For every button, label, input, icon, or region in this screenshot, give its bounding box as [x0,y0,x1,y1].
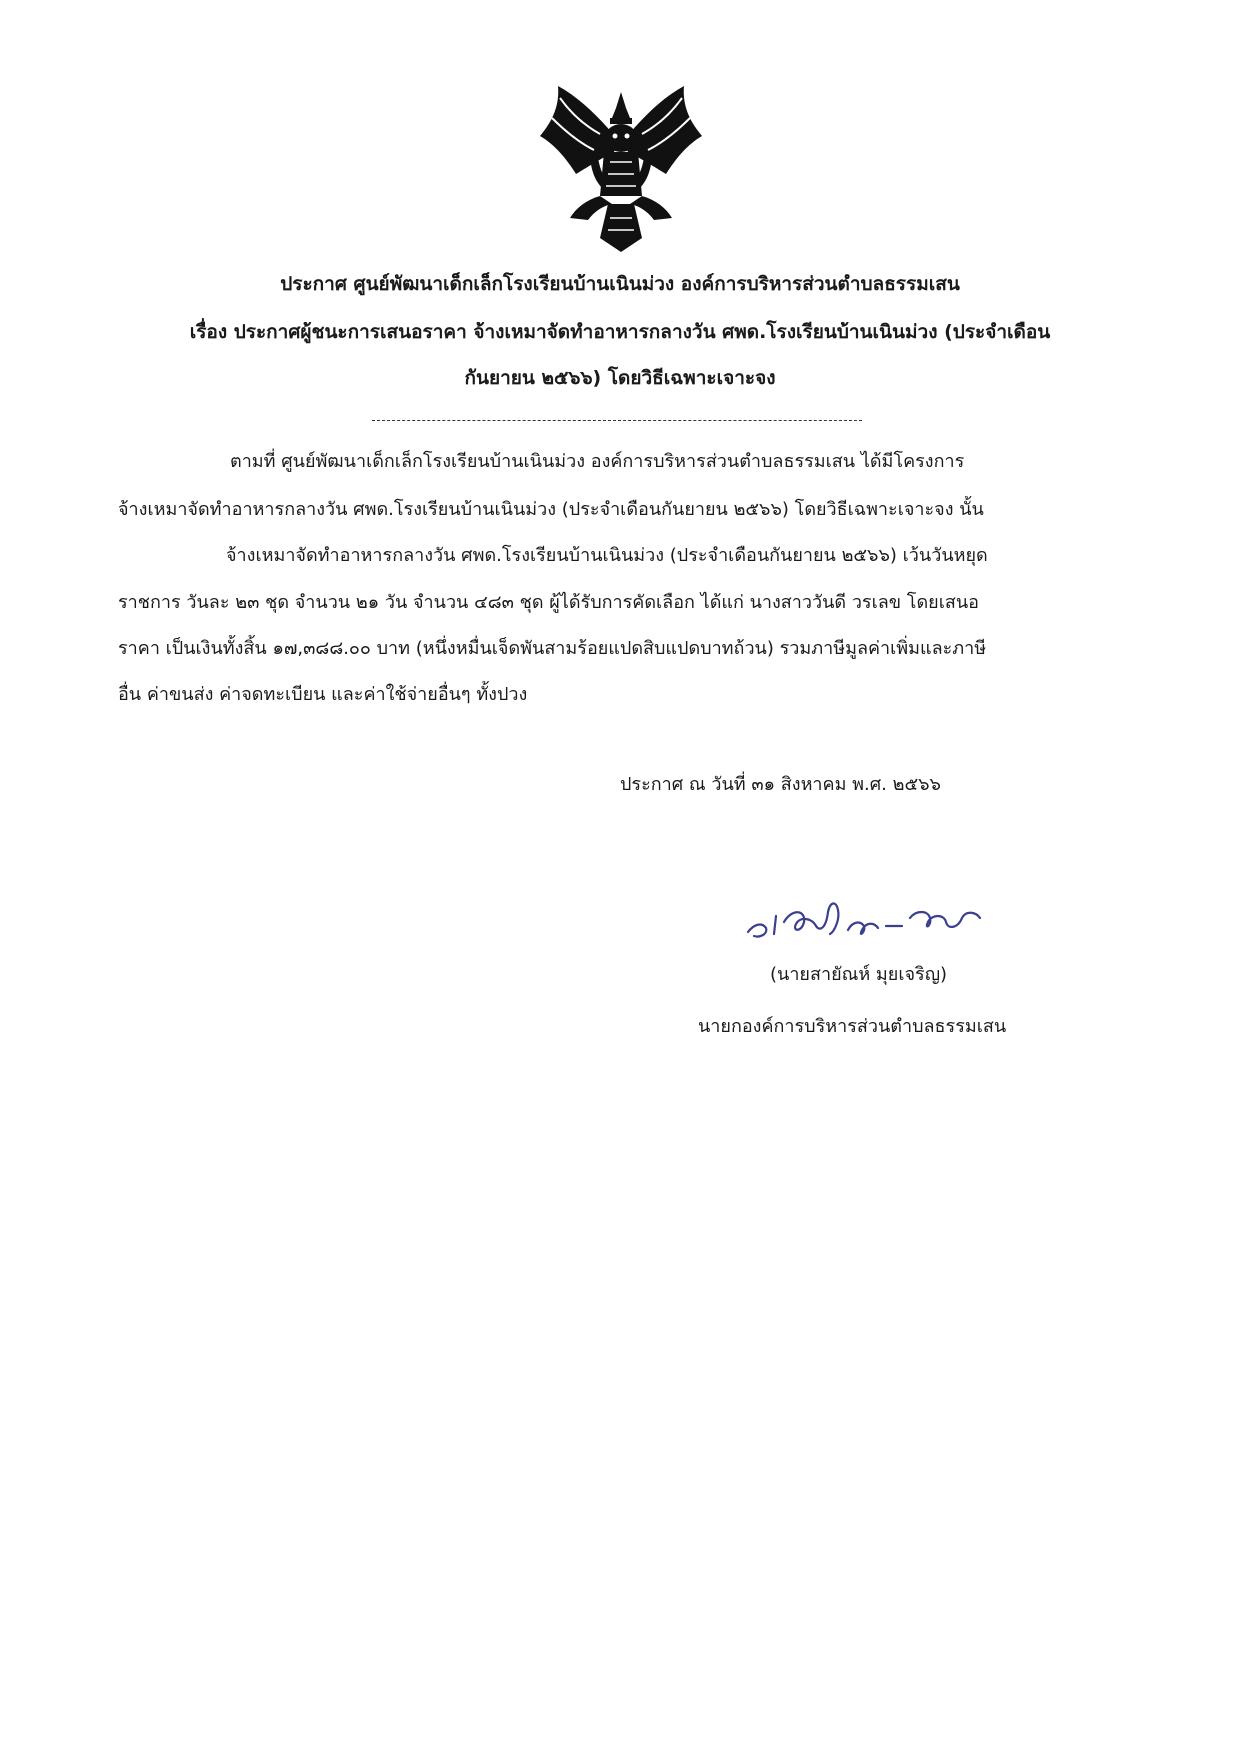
announcement-heading-line-1: ประกาศ ศูนย์พัฒนาเด็กเล็กโรงเรียนบ้านเนินม่วง องค์การบริหารส่วนตำบลธรรมเสน [280,273,960,295]
body-paragraph-2-line-2: ราชการ วันละ ๒๓ ชุด จำนวน ๒๑ วัน จำนวน ๔๘๓ ชุด ผู้ได้รับการคัดเลือก ได้แก่ นางสาววันดี วรเลข โดยเสนอ [118,592,979,613]
garuda-emblem-icon [530,78,712,258]
announcement-date: ประกาศ ณ วันที่ ๓๑ สิงหาคม พ.ศ. ๒๕๖๖ [620,774,941,795]
signer-name: (นายสายัณห์ มุยเจริญ) [770,964,948,985]
handwritten-signature [740,888,990,948]
body-paragraph-2-line-3: ราคา เป็นเงินทั้งสิ้น ๑๗,๓๘๘.๐๐ บาท (หนึ่งหมื่นเจ็ดพันสามร้อยแปดสิบแปดบาทถ้วน) รวมภาษีมูลค่าเพิ่มและภาษี [118,638,987,659]
announcement-subject-line-1: เรื่อง ประกาศผู้ชนะการเสนอราคา จ้างเหมาจัดทำอาหารกลางวัน ศพด.โรงเรียนบ้านเนินม่วง (ประจำเดือน [189,321,1051,343]
body-paragraph-1-line-1: ตามที่ ศูนย์พัฒนาเด็กเล็กโรงเรียนบ้านเนินม่วง องค์การบริหารส่วนตำบลธรรมเสน ได้มีโครงการ [230,451,965,472]
announcement-subject-line-2: กันยายน ๒๕๖๖) โดยวิธีเฉพาะเจาะจง [464,367,776,389]
dashed-divider [372,420,862,421]
body-paragraph-2-line-4: อื่น ค่าขนส่ง ค่าจดทะเบียน และค่าใช้จ่ายอื่นๆ ทั้งปวง [118,684,528,705]
signer-title: นายกองค์การบริหารส่วนตำบลธรรมเสน [698,1016,1007,1037]
body-paragraph-1-line-2: จ้างเหมาจัดทำอาหารกลางวัน ศพด.โรงเรียนบ้านเนินม่วง (ประจำเดือนกันยายน ๒๕๖๖) โดยวิธีเฉพาะเจาะจง นั้น [118,499,984,520]
body-paragraph-2-line-1: จ้างเหมาจัดทำอาหารกลางวัน ศพด.โรงเรียนบ้านเนินม่วง (ประจำเดือนกันยายน ๒๕๖๖) เว้นวันหยุด [226,545,988,566]
